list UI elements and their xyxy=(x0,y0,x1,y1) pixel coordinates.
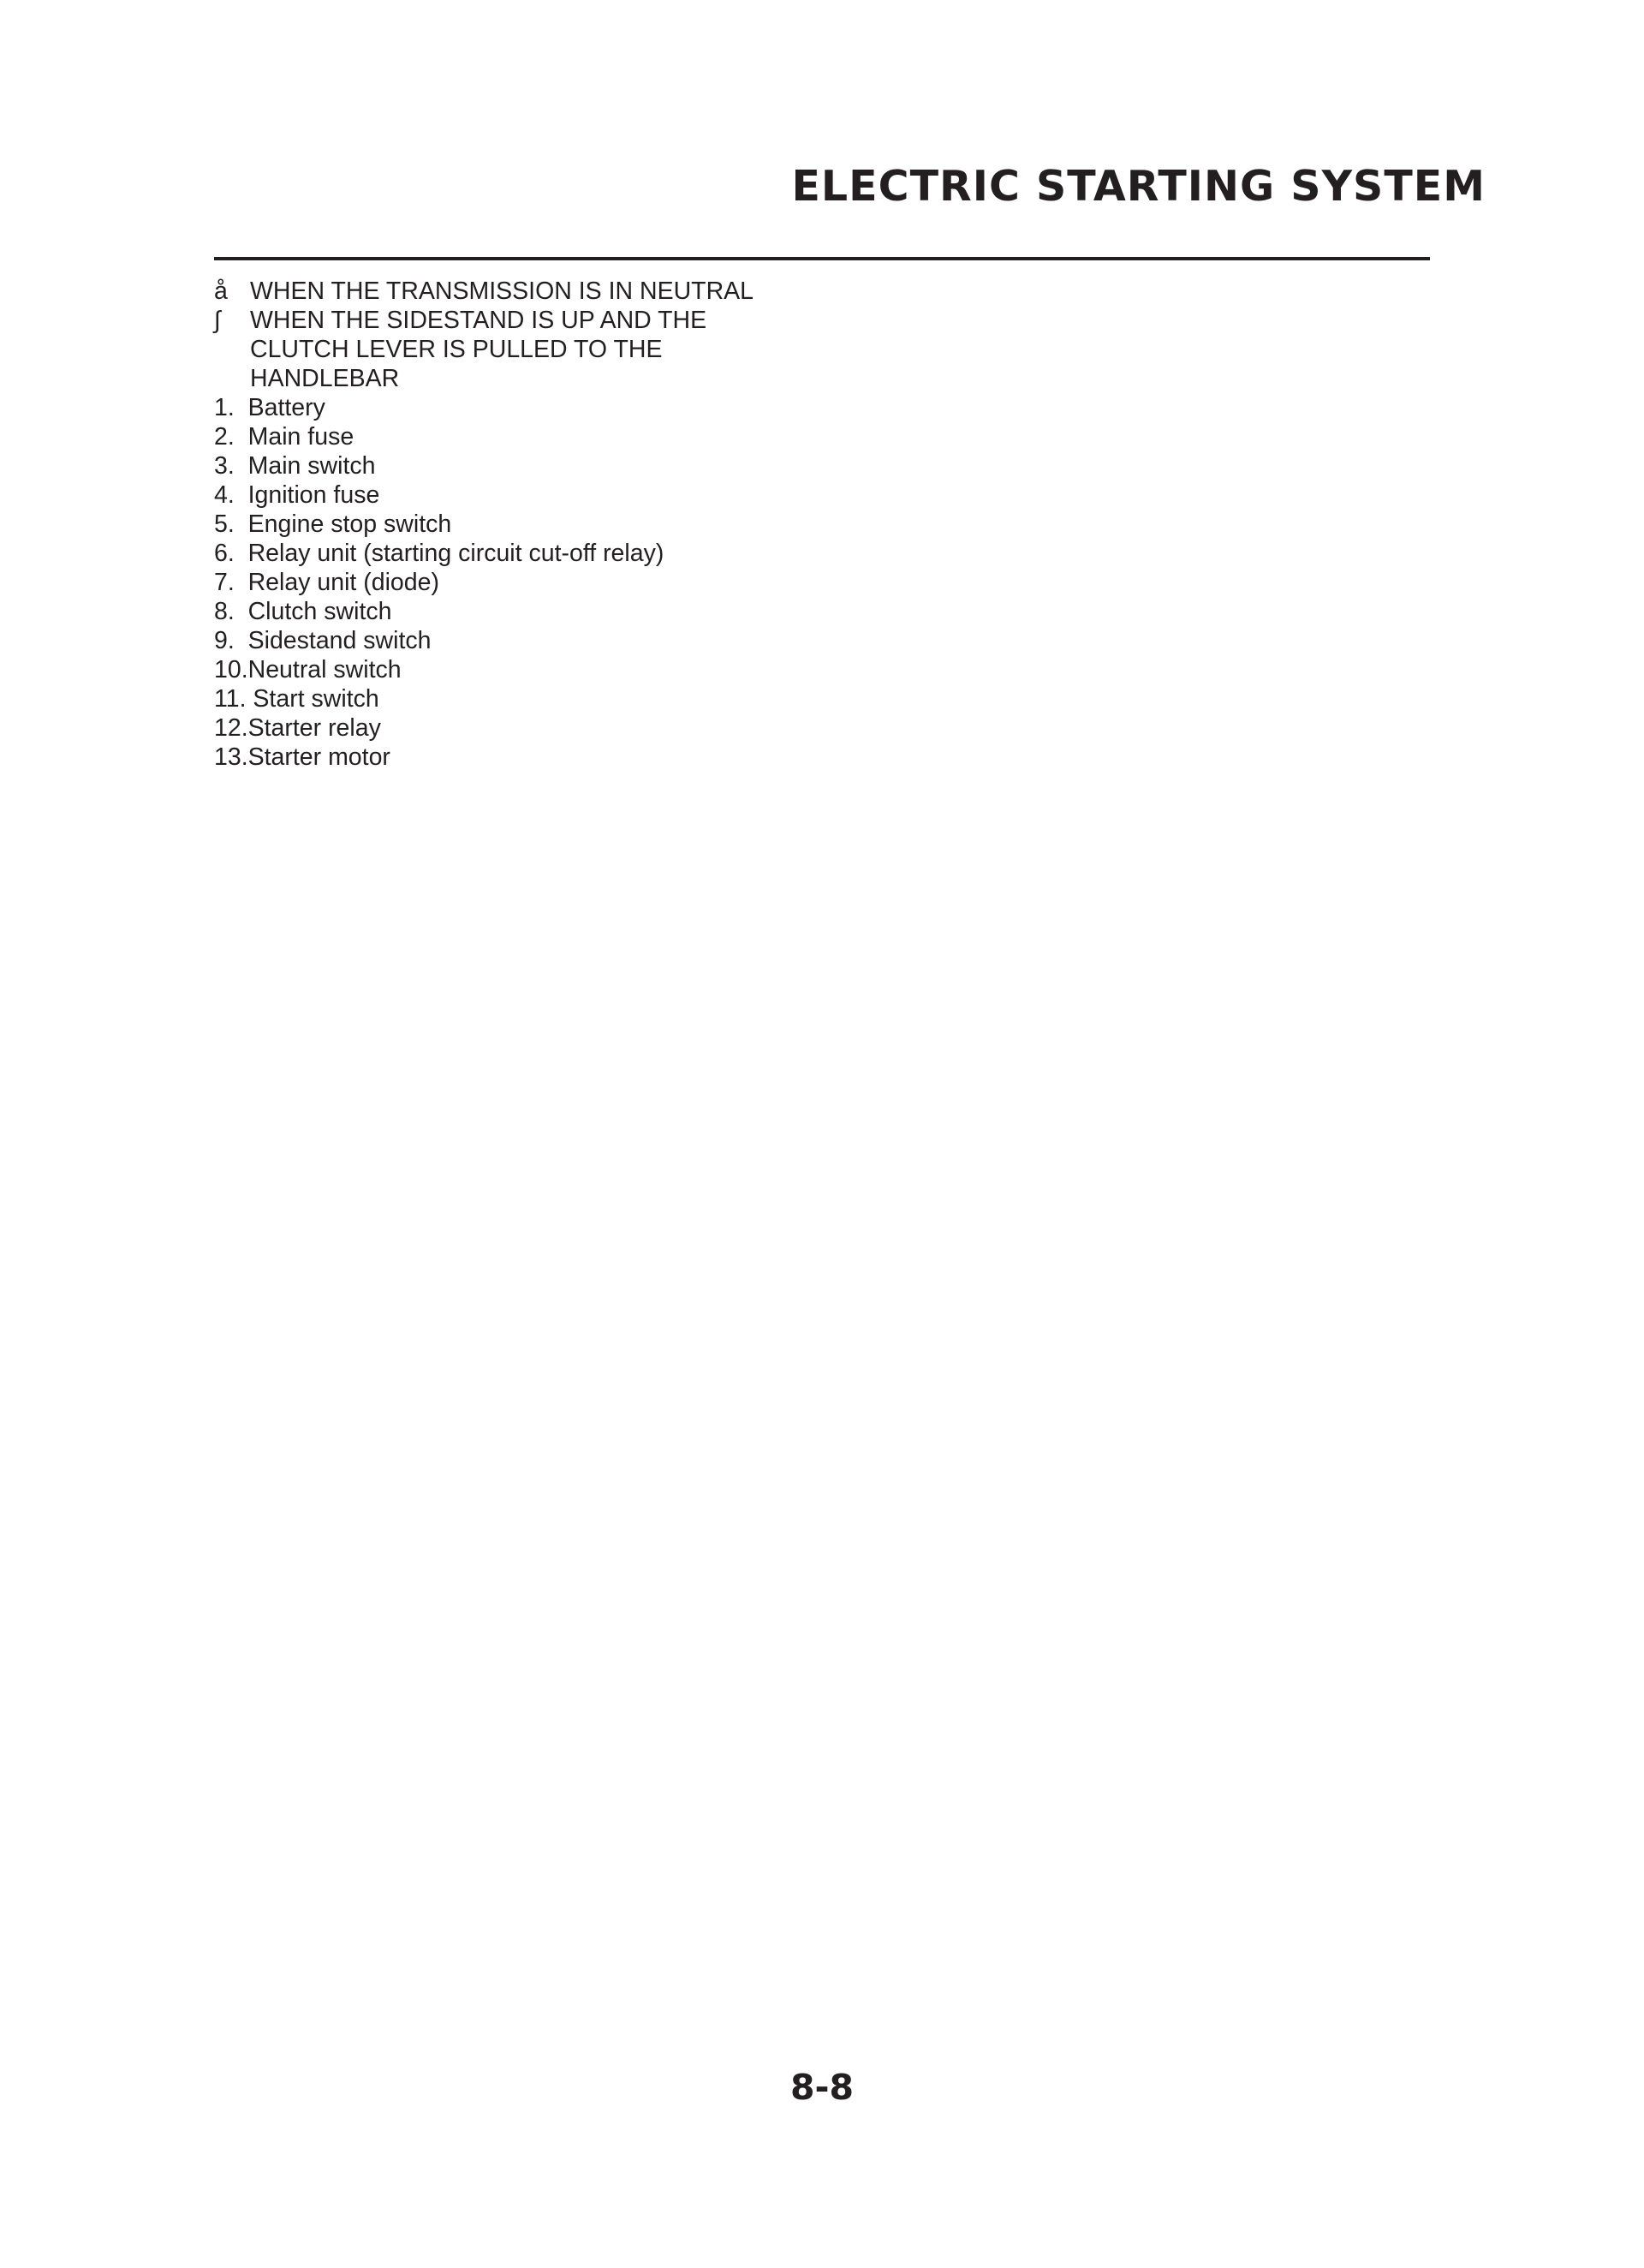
note-text-continued: HANDLEBAR xyxy=(250,365,400,392)
page-title: ELECTRIC STARTING SYSTEM xyxy=(791,162,1486,211)
page-number: 8-8 xyxy=(789,2067,855,2108)
list-item: 2. Main fuse xyxy=(214,423,354,451)
note-symbol: å xyxy=(214,278,228,305)
list-item: 1. Battery xyxy=(214,394,325,421)
legend-list xyxy=(214,277,754,772)
note-sidestand xyxy=(214,306,754,335)
list-item: 8. Clutch switch xyxy=(214,598,392,625)
list-item: 6. Relay unit (starting circuit cut-off relay) xyxy=(214,540,664,567)
note-neutral xyxy=(214,277,754,306)
note-text: WHEN THE TRANSMISSION IS IN NEUTRAL xyxy=(250,278,754,305)
list-item: 9. Sidestand switch xyxy=(214,627,432,654)
list-item: 11. Start switch xyxy=(214,685,379,713)
list-item: 7. Relay unit (diode) xyxy=(214,569,439,596)
header-rule xyxy=(214,257,1430,260)
note-text: WHEN THE SIDESTAND IS UP AND THE xyxy=(250,307,707,334)
note-symbol: ∫ xyxy=(214,307,221,334)
list-item: 5. Engine stop switch xyxy=(214,510,452,538)
list-item: 4. Ignition fuse xyxy=(214,481,380,509)
list-item: 13.Starter motor xyxy=(214,743,390,771)
list-item: 10.Neutral switch xyxy=(214,656,402,683)
list-item: 3. Main switch xyxy=(214,452,376,480)
note-text-continued: CLUTCH LEVER IS PULLED TO THE xyxy=(250,336,663,363)
list-item: 12.Starter relay xyxy=(214,714,381,742)
